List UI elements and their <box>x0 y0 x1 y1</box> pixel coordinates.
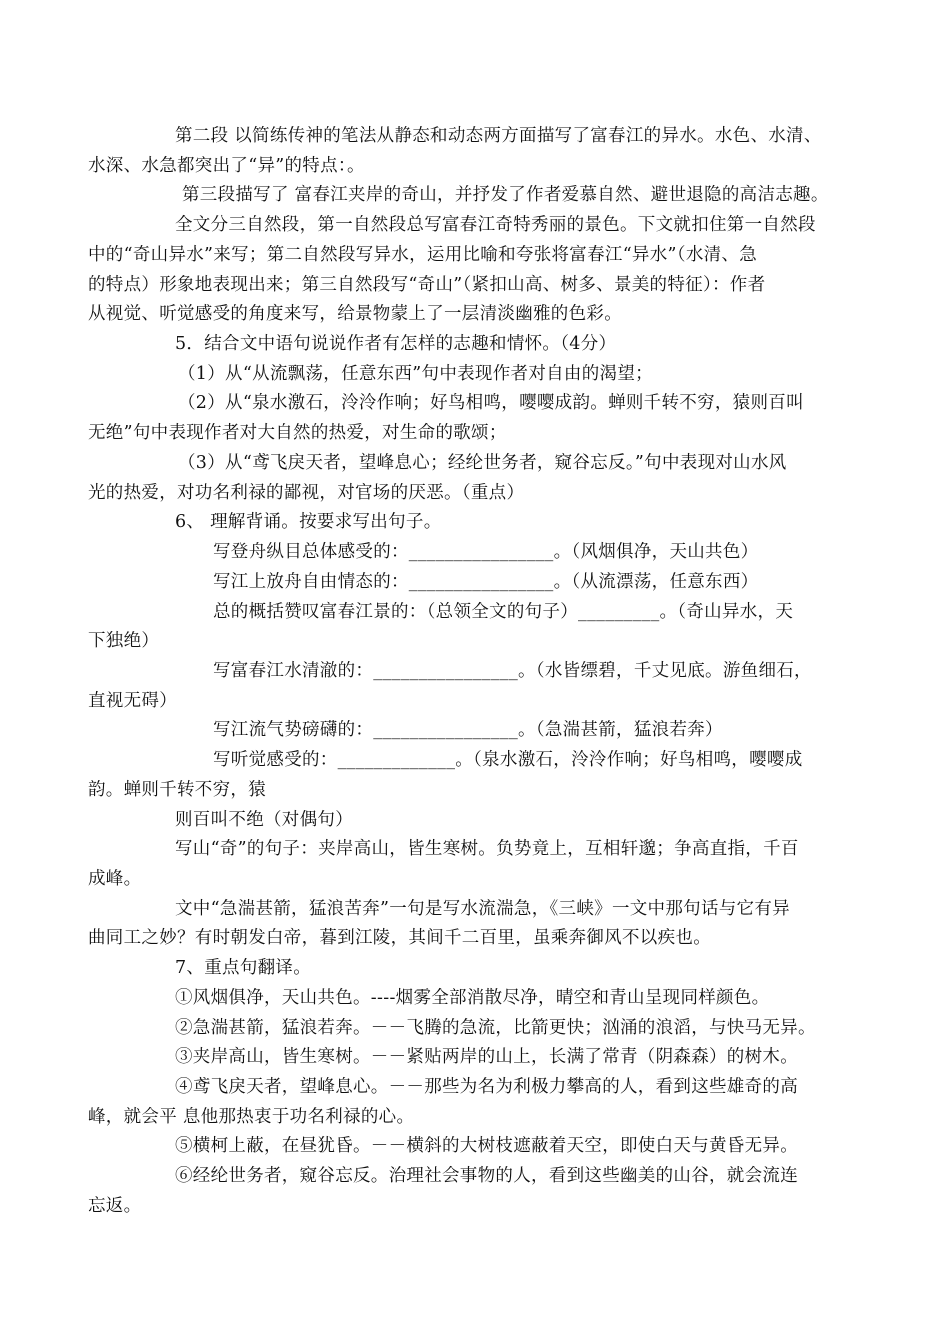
text-line: 直视无碍） <box>88 691 177 711</box>
text-line: ②急湍甚箭，猛浪若奔。－－飞腾的急流，比箭更快；汹涌的浪滔，与快马无异。 <box>175 1018 816 1038</box>
text-line: 成峰。 <box>88 869 142 889</box>
text-line: ⑤横柯上蔽，在昼犹昏。－－横斜的大树枝遮蔽着天空，即使白天与黄昏无异。 <box>175 1136 798 1156</box>
text-line: 写听觉感受的：_____________。（泉水激石，泠泠作响；好鸟相鸣，嘤嘤成 <box>213 750 803 770</box>
text-line: 写山“奇”的句子：夹岸高山，皆生寒树。负势竟上，互相轩邈；争高直指，千百 <box>175 839 799 859</box>
text-line: 文中“急湍甚箭，猛浪苦奔”一句是写水流湍急，《三峡》一文中那句话与它有异 <box>175 899 790 919</box>
text-line: ③夹岸高山，皆生寒树。－－紧贴两岸的山上，长满了常青（阴森森）的树木。 <box>175 1047 798 1067</box>
text-line: （2）从“泉水激石，泠泠作响；好鸟相鸣，嘤嘤成韵。蝉则千转不穷，猿则百叫 <box>178 393 804 413</box>
text-line: 写富春江水清澈的：________________。（水皆缥碧，千丈见底。游鱼细石， <box>213 661 812 681</box>
text-line: 总的概括赞叹富春江景的：（总领全文的句子）_________。（奇山异水，天 <box>213 602 794 622</box>
text-line: 韵。蝉则千转不穷，猿 <box>88 780 266 800</box>
text-line: 全文分三自然段，第一自然段总写富春江奇特秀丽的景色。下文就扣住第一自然段 <box>175 215 816 235</box>
text-line: 则百叫不绝（对偶句） <box>175 810 353 830</box>
text-line: 的特点）形象地表现出来；第三自然段写“奇山”（紧扣山高、树多、景美的特征）：作者 <box>88 275 766 295</box>
text-line: 忘返。 <box>88 1196 142 1216</box>
text-line: ④鸢飞戾天者，望峰息心。－－那些为名为利极力攀高的人，看到这些雄奇的高 <box>175 1077 798 1097</box>
text-line: 光的热爱，对功名利禄的鄙视，对官场的厌恶。（重点） <box>88 483 525 503</box>
text-line: 水深、水急都突出了“异”的特点：。 <box>88 156 365 176</box>
text-line: 写江流气势磅礴的：________________。（急湍甚箭，猛浪若奔） <box>213 720 723 740</box>
text-line: ①风烟俱净，天山共色。----烟雾全部消散尽净，晴空和青山呈现同样颜色。 <box>175 988 770 1008</box>
text-line: 曲同工之妙？有时朝发白帝，暮到江陵，其间千二百里，虽乘奔御风不以疾也。 <box>88 928 711 948</box>
text-line: 写登舟纵目总体感受的：________________。（风烟俱净，天山共色） <box>213 542 759 562</box>
text-line: 从视觉、听觉感受的角度来写，给景物蒙上了一层清淡幽雅的色彩。 <box>88 304 622 324</box>
text-line: 峰，就会平 息他那热衷于功名利禄的心。 <box>88 1107 415 1127</box>
section-heading: 6、 理解背诵。按要求写出句子。 <box>175 512 442 532</box>
text-line: 第三段描写了 富春江夹岸的奇山，并抒发了作者爱慕自然、避世退隐的高洁志趣。 <box>182 185 829 205</box>
text-line: ⑥经纶世务者，窥谷忘反。治理社会事物的人，看到这些幽美的山谷，就会流连 <box>175 1166 798 1186</box>
text-line: （3）从“鸢飞戾天者，望峰息心；经纶世务者，窥谷忘反。”句中表现对山水风 <box>178 453 787 473</box>
section-heading: 7、重点句翻译。 <box>175 958 312 978</box>
text-line: 第二段 以简练传神的笔法从静态和动态两方面描写了富春江的异水。水色、水清、 <box>175 126 822 146</box>
text-line: （1）从“从流飘荡，任意东西”句中表现作者对自由的渴望； <box>178 364 653 384</box>
text-line: 下独绝） <box>88 631 160 651</box>
text-line: 写江上放舟自由情态的：________________。（从流漂荡，任意东西） <box>213 572 759 592</box>
text-line: 无绝”句中表现作者对大自然的热爱，对生命的歌颂； <box>88 423 507 443</box>
section-heading: 5．结合文中语句说说作者有怎样的志趣和情怀。（4分） <box>175 334 617 354</box>
text-line: 中的“奇山异水”来写；第二自然段写异水，运用比喻和夸张将富春江“异水”（水清、急 <box>88 245 758 265</box>
